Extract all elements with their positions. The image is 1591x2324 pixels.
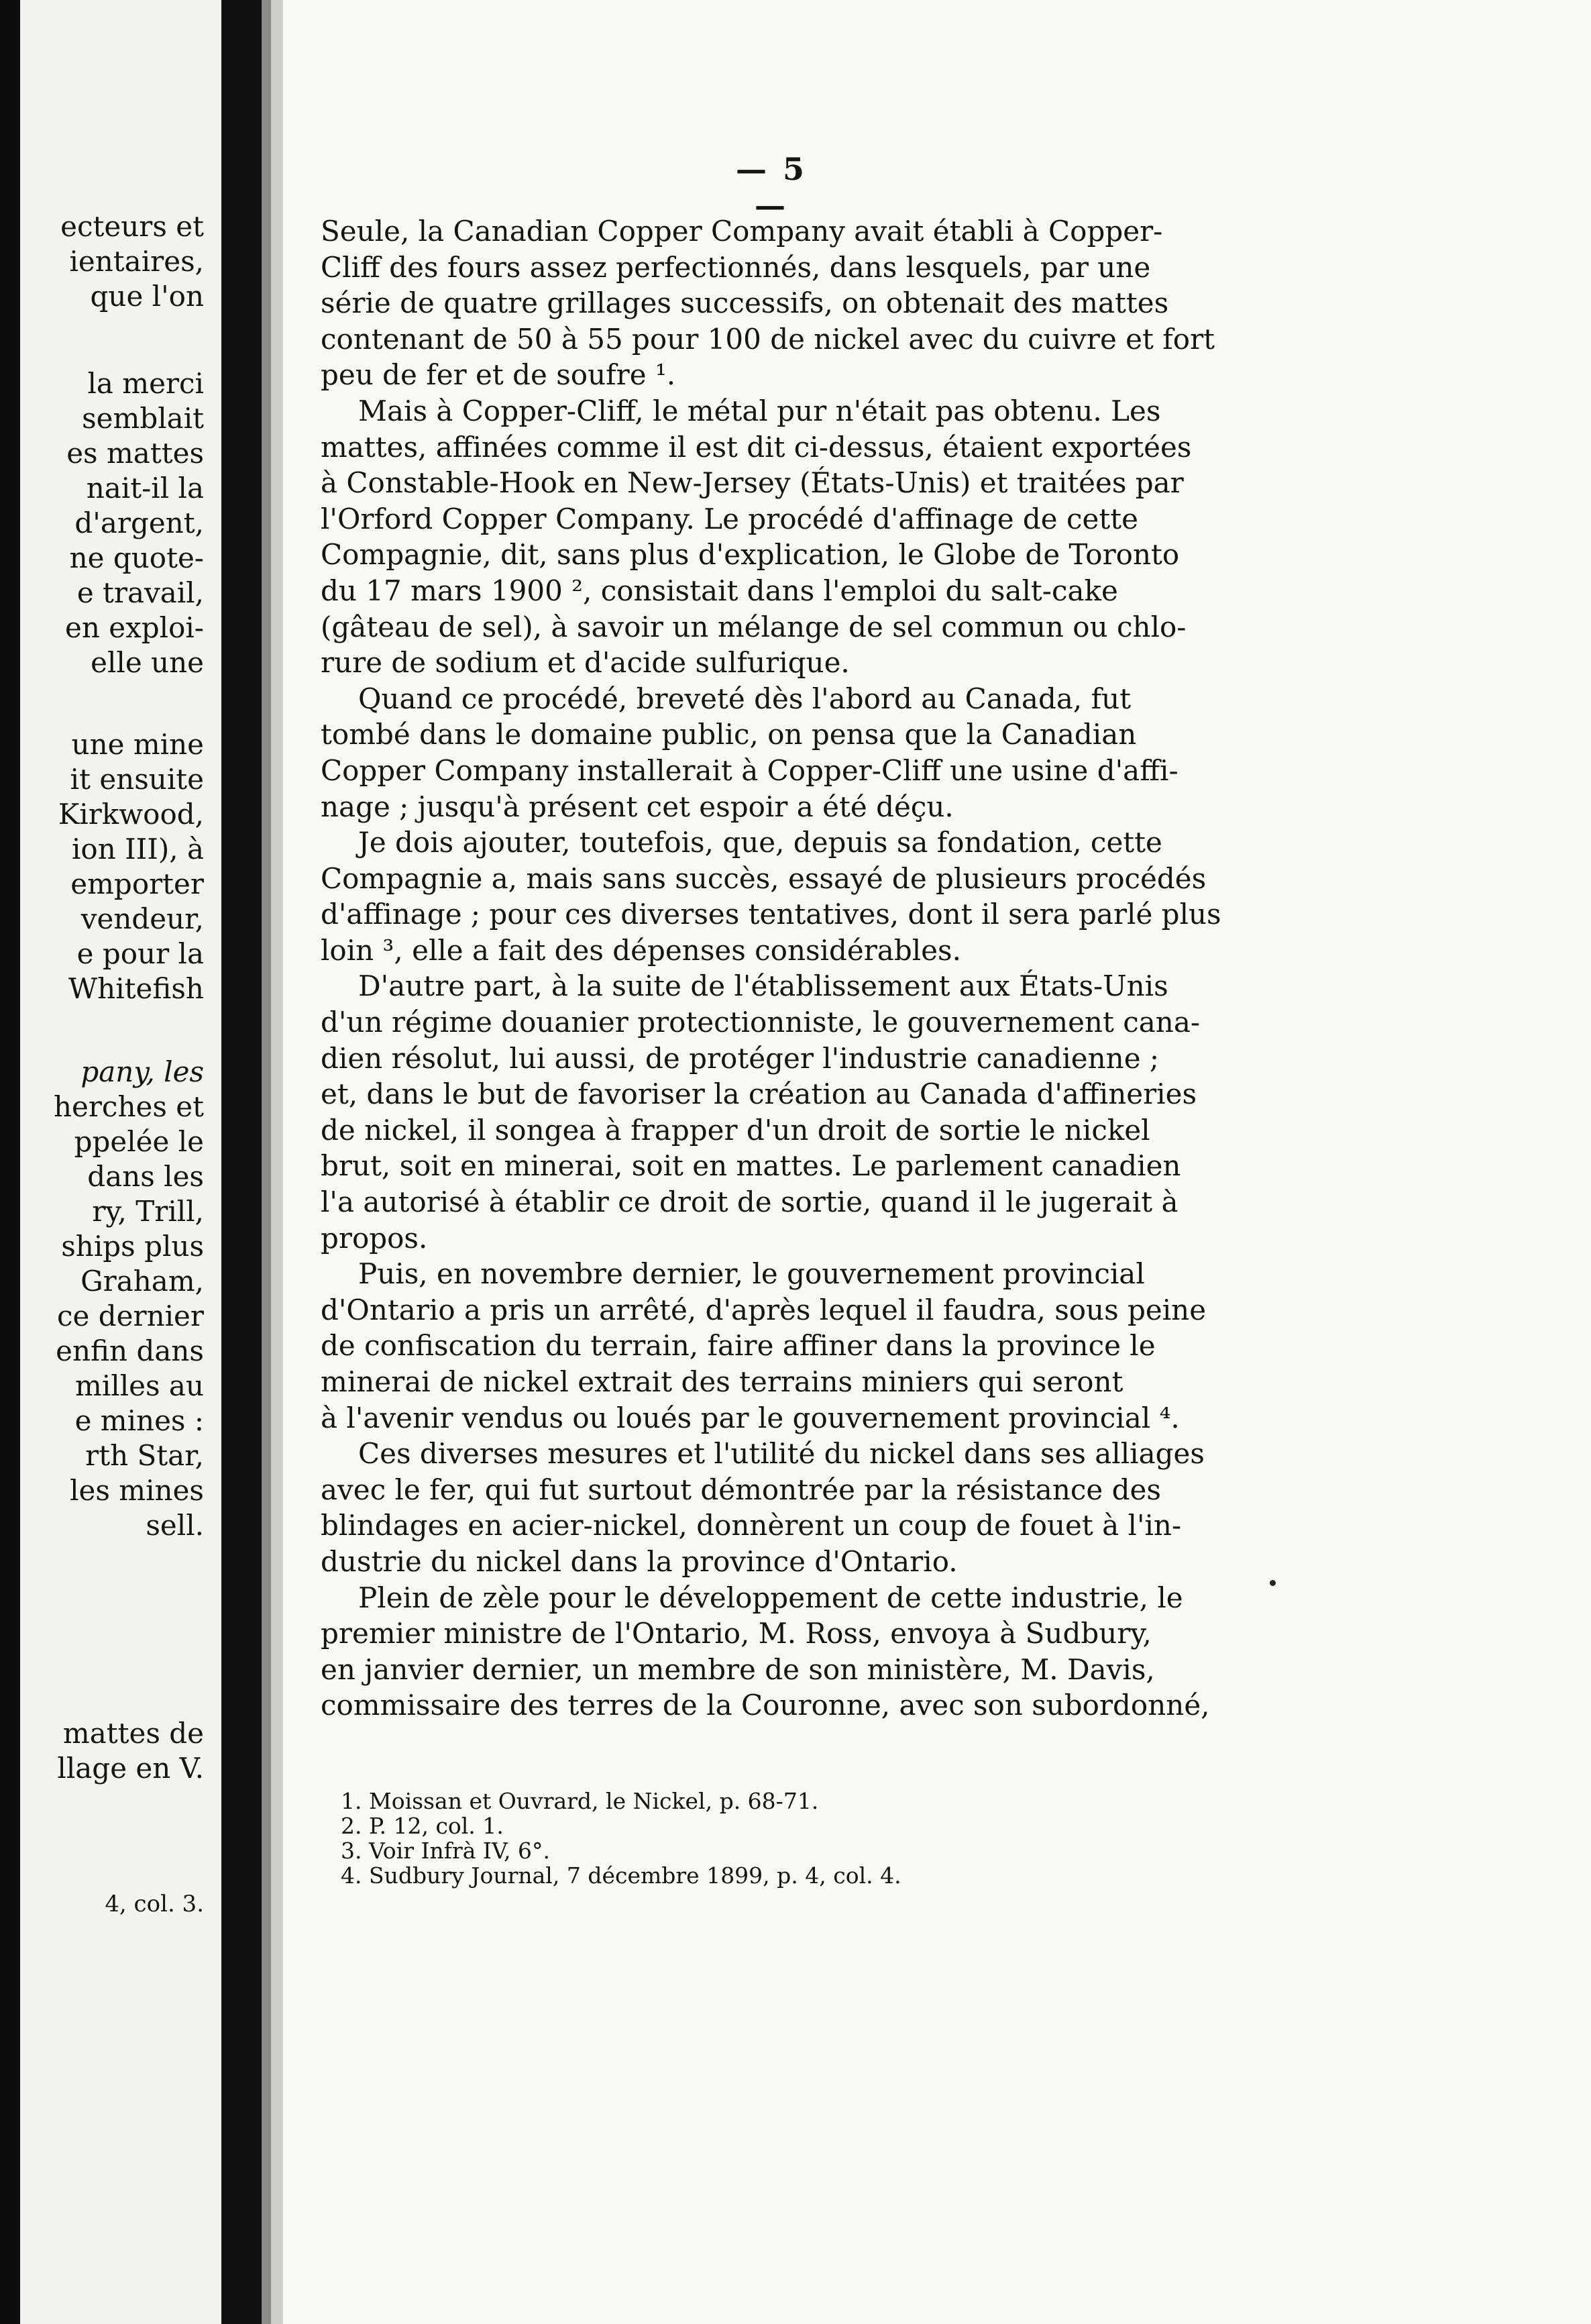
left-line: Graham, — [80, 1265, 204, 1298]
page-number: — 5 — — [735, 151, 808, 223]
body-line: tombé dans le domaine public, on pensa que la Canadian — [321, 718, 1137, 751]
body-line: loin ³, elle a fait des dépenses considérables. — [321, 933, 961, 967]
left-line: dans les — [87, 1160, 204, 1193]
footnote: 3. Voir Infrà IV, 6°. — [341, 1838, 550, 1864]
body-line: Puis, en novembre dernier, le gouvernement provincial — [358, 1257, 1145, 1291]
body-line: dustrie du nickel dans la province d'Ontario. — [321, 1544, 958, 1578]
left-line: elle une — [91, 646, 204, 679]
body-line: Compagnie a, mais sans succès, essayé de plusieurs procédés — [321, 861, 1207, 895]
body-line: dien résolut, lui aussi, de protéger l'industrie canadienne ; — [321, 1041, 1160, 1075]
left-line: les mines — [70, 1474, 204, 1507]
body-line: l'a autorisé à établir ce droit de sortie, quand il le jugerait à — [321, 1185, 1178, 1219]
body-line: Cliff des fours assez perfectionnés, dans lesquels, par une — [321, 250, 1151, 284]
body-line: Je dois ajouter, toutefois, que, depuis sa fondation, cette — [358, 826, 1162, 859]
book-gutter — [221, 0, 262, 2324]
body-line: l'Orford Copper Company. Le procédé d'affinage de cette — [321, 502, 1139, 535]
body-line: à l'avenir vendus ou loués par le gouvernement provincial ⁴. — [321, 1401, 1180, 1434]
body-line: Compagnie, dit, sans plus d'explication, le Globe de Toronto — [321, 538, 1180, 572]
left-line: en exploi- — [64, 611, 204, 644]
body-line: Mais à Copper-Cliff, le métal pur n'était pas obtenu. Les — [358, 394, 1161, 427]
left-line: la merci — [87, 367, 204, 400]
left-line: enfin dans — [56, 1334, 204, 1367]
left-line: ne quote- — [69, 541, 204, 574]
left-line: es mattes — [66, 437, 204, 470]
body-line: contenant de 50 à 55 pour 100 de nickel avec du cuivre et fort — [321, 322, 1215, 356]
left-line: ships plus — [61, 1230, 204, 1263]
body-line: avec le fer, qui fut surtout démontrée par la résistance des — [321, 1473, 1161, 1506]
left-line: mattes de — [62, 1717, 204, 1750]
left-line: que l'on — [90, 280, 204, 313]
left-line: Whitefish — [68, 972, 204, 1005]
body-line: de confiscation du terrain, faire affiner dans la province le — [321, 1329, 1156, 1363]
left-line: ecteurs et — [60, 210, 204, 243]
body-line: du 17 mars 1900 ², consistait dans l'emploi du salt-cake — [321, 574, 1118, 607]
body-line: propos. — [321, 1221, 428, 1255]
left-line: une mine — [71, 728, 204, 761]
body-line: D'autre part, à la suite de l'établissement aux États-Unis — [358, 969, 1168, 1003]
left-page-fragment — [20, 0, 221, 2324]
footnote: 1. Moissan et Ouvrard, le Nickel, p. 68-71. — [341, 1788, 819, 1814]
body-line: commissaire des terres de la Couronne, avec son subordonné, — [321, 1689, 1210, 1722]
body-line: à Constable-Hook en New-Jersey (États-Unis) et traitées par — [321, 466, 1184, 500]
left-line: ion III), à — [71, 833, 204, 865]
left-line: ientaires, — [69, 245, 204, 278]
left-line: emporter — [70, 867, 204, 900]
left-line: 4, col. 3. — [105, 1891, 204, 1917]
footnote: 4. Sudbury Journal, 7 décembre 1899, p. 4, col. 4. — [341, 1862, 901, 1889]
left-line: herches et — [53, 1090, 204, 1123]
left-line: nait-il la — [86, 472, 204, 505]
left-line: rth Star, — [85, 1439, 204, 1472]
body-line: rure de sodium et d'acide sulfurique. — [321, 646, 850, 680]
body-line: Copper Company installerait à Copper-Cliff une usine d'affi- — [321, 753, 1178, 787]
ink-speck — [1270, 1580, 1276, 1586]
footnotes — [341, 1789, 1253, 1888]
left-line: llage en V. — [57, 1752, 204, 1785]
scan-left-shadow — [0, 0, 20, 2324]
body-line: Quand ce procédé, breveté dès l'abord au Canada, fut — [358, 682, 1132, 715]
body-line: brut, soit en minerai, soit en mattes. Le parlement canadien — [321, 1149, 1181, 1183]
left-line: d'argent, — [74, 507, 204, 539]
left-line: it ensuite — [70, 763, 204, 796]
left-line: ce dernier — [57, 1300, 204, 1332]
page-fold-shade — [271, 0, 283, 2324]
body-line: série de quatre grillages successifs, on obtenait des mattes — [321, 286, 1169, 320]
body-line: mattes, affinées comme il est dit ci-dessus, étaient exportées — [321, 430, 1192, 464]
left-line: pany, les — [80, 1055, 204, 1088]
left-line: Kirkwood, — [58, 798, 204, 831]
left-line: ppelée le — [74, 1125, 204, 1158]
gutter-highlight — [262, 0, 271, 2324]
left-line: ry, Trill, — [92, 1195, 204, 1228]
body-line: Ces diverses mesures et l'utilité du nickel dans ses alliages — [358, 1437, 1205, 1471]
body-line: peu de fer et de soufre ¹. — [321, 358, 676, 392]
body-line: de nickel, il songea à frapper d'un droit de sortie le nickel — [321, 1113, 1150, 1147]
left-line: vendeur, — [80, 902, 204, 935]
left-line: e travail, — [76, 576, 204, 609]
body-line: premier ministre de l'Ontario, M. Ross, envoya à Sudbury, — [321, 1617, 1152, 1650]
body-line: en janvier dernier, un membre de son ministère, M. Davis, — [321, 1652, 1155, 1686]
body-line: nage ; jusqu'à présent cet espoir a été déçu. — [321, 790, 954, 823]
body-line: Plein de zèle pour le développement de cette industrie, le — [358, 1581, 1183, 1614]
left-line: e mines : — [74, 1404, 204, 1437]
body-line: blindages en acier-nickel, donnèrent un coup de fouet à l'in- — [321, 1509, 1182, 1542]
left-line: e pour la — [76, 937, 204, 970]
body-line: minerai de nickel extrait des terrains miniers qui seront — [321, 1365, 1123, 1398]
body-line: (gâteau de sel), à savoir un mélange de sel commun ou chlo- — [321, 610, 1187, 643]
body-line: et, dans le but de favoriser la création au Canada d'affineries — [321, 1077, 1197, 1111]
body-line: d'un régime douanier protectionniste, le gouvernement cana- — [321, 1006, 1201, 1039]
body-line: d'affinage ; pour ces diverses tentatives, dont il sera parlé plus — [321, 898, 1221, 931]
left-line: semblait — [82, 402, 204, 435]
footnote: 2. P. 12, col. 1. — [341, 1813, 504, 1839]
left-line: milles au — [75, 1369, 204, 1402]
body-text — [321, 213, 1256, 1724]
body-line: d'Ontario a pris un arrêté, d'après lequel il faudra, sous peine — [321, 1293, 1207, 1326]
body-line: Seule, la Canadian Copper Company avait établi à Copper- — [321, 215, 1163, 248]
left-line: sell. — [146, 1509, 204, 1542]
